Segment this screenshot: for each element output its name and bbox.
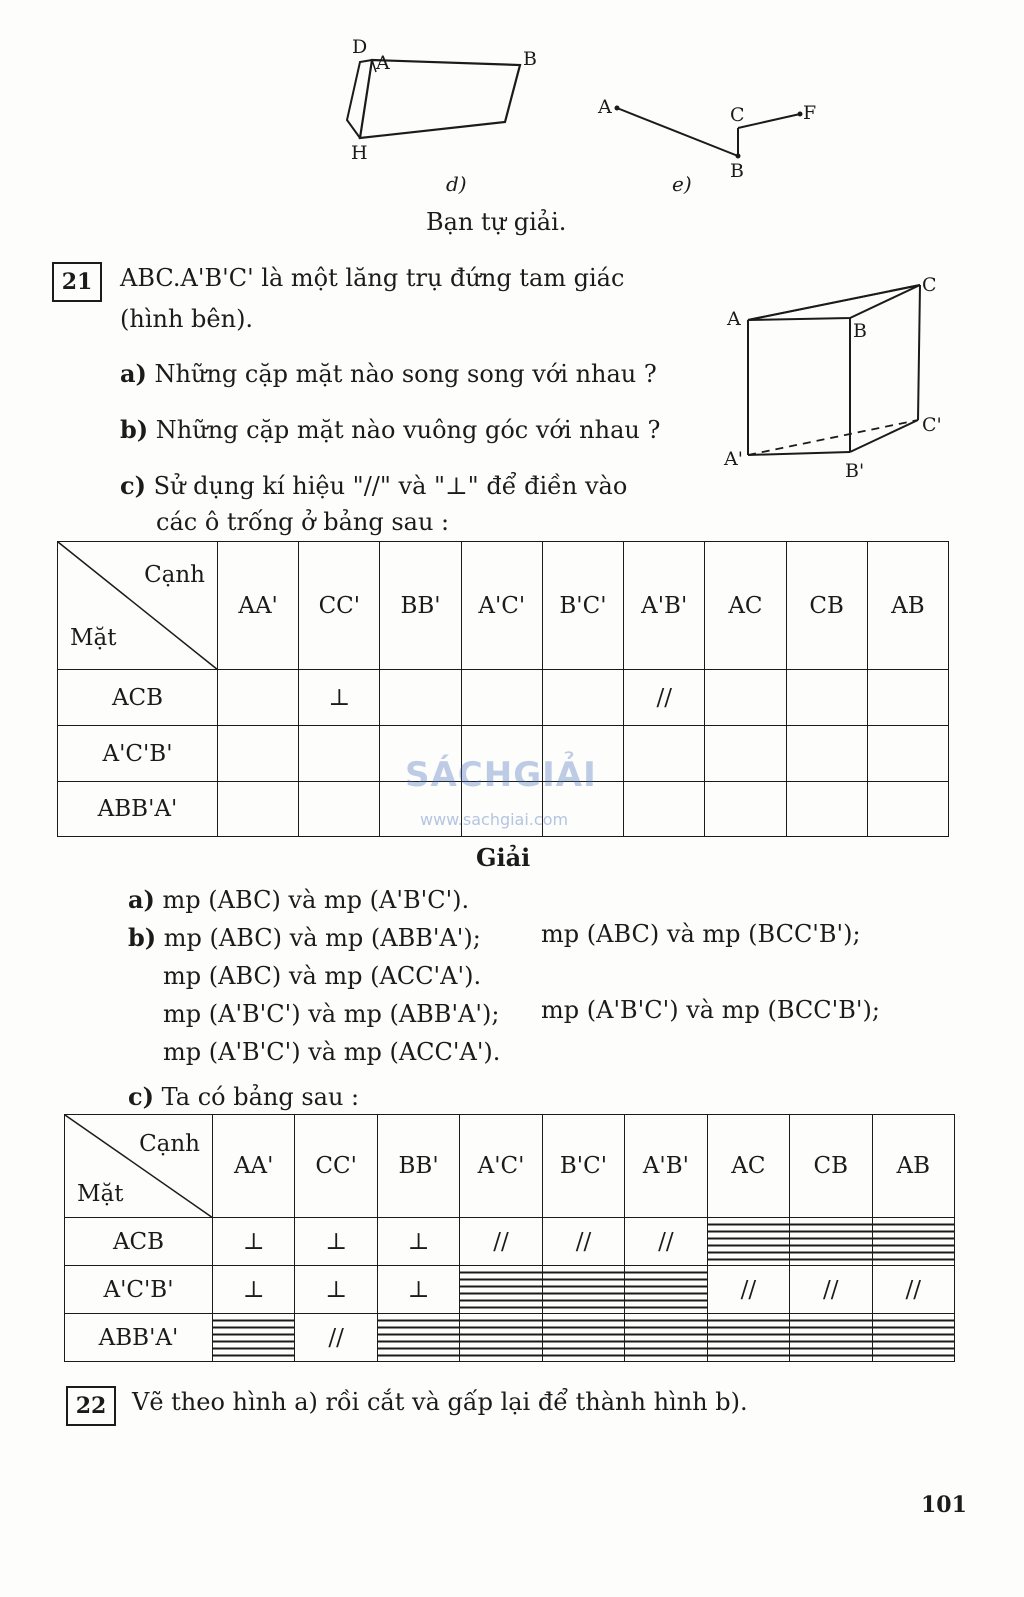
problem-21-b-label: b) — [120, 415, 149, 444]
table1-cell[interactable] — [705, 670, 786, 726]
table2-hatched-cell — [790, 1218, 872, 1266]
table2-col-header: BB' — [377, 1115, 459, 1218]
table2-col-header: A'B' — [625, 1115, 707, 1218]
solution-b-line1-right: mp (ABC) và mp (BCC'B'); — [541, 920, 861, 948]
solution-a — [128, 886, 469, 915]
table2-cell: ⊥ — [377, 1218, 459, 1266]
table1-cell[interactable] — [786, 670, 867, 726]
solution-b-line4: mp (A'B'C') và mp (ACC'A'). — [163, 1038, 501, 1066]
figure-e-label-F: F — [803, 102, 817, 124]
problem-21-b-text: Những cặp mặt nào vuông góc với nhau ? — [155, 416, 661, 444]
table1-cell[interactable] — [218, 670, 299, 726]
problem-21-c-label: c) — [120, 471, 146, 500]
prism-label-B: B — [853, 320, 867, 342]
solution-b-line1 — [128, 924, 481, 953]
table2-col-header: AB — [872, 1115, 955, 1218]
table1-cell[interactable] — [624, 726, 705, 782]
table1-cell[interactable]: ⊥ — [299, 670, 380, 726]
prism-label-A: A — [727, 308, 741, 330]
table2-hatched-cell — [707, 1218, 789, 1266]
self-solve-note: Bạn tự giải. — [426, 208, 567, 236]
table1-cell[interactable] — [299, 726, 380, 782]
prism-label-C: C — [922, 274, 937, 296]
table1-corner-cell — [58, 542, 218, 670]
table1-cell[interactable] — [218, 782, 299, 837]
solution-b-line3-right: mp (A'B'C') và mp (BCC'B'); — [541, 996, 880, 1024]
table2-cell: // — [295, 1314, 377, 1362]
table1-cell[interactable] — [218, 726, 299, 782]
problem-21-a-label: a) — [120, 359, 147, 388]
solution-c-text: Ta có bảng sau : — [161, 1083, 360, 1111]
watermark-url: www.sachgiai.com — [420, 810, 569, 829]
table2-cell: ⊥ — [213, 1266, 295, 1314]
table1-cell[interactable] — [380, 670, 461, 726]
figure-d-label-B: B — [523, 48, 537, 70]
solution-b-line3-left: mp (A'B'C') và mp (ABB'A'); — [163, 1000, 500, 1028]
prism-figure — [0, 0, 1024, 520]
table2-col-header: AC — [707, 1115, 789, 1218]
table1-cell[interactable] — [542, 670, 623, 726]
table1-cell[interactable] — [867, 782, 948, 837]
table2-col-header: A'C' — [460, 1115, 542, 1218]
solution-b-line1-left: mp (ABC) và mp (ABB'A'); — [163, 924, 481, 952]
table2-corner-cell — [65, 1115, 213, 1218]
table2-cell: ⊥ — [213, 1218, 295, 1266]
table2-cell: // — [872, 1266, 955, 1314]
table2-cell: ⊥ — [295, 1266, 377, 1314]
table1-cell[interactable] — [461, 670, 542, 726]
problem-21-number: 21 — [52, 262, 102, 302]
table2-hatched-cell — [625, 1314, 707, 1362]
table2-cell: ⊥ — [295, 1218, 377, 1266]
figure-e-caption: e) — [672, 172, 692, 196]
table1-cell[interactable] — [624, 782, 705, 837]
table1-cell[interactable] — [786, 726, 867, 782]
table1-row-face: ACB — [58, 670, 218, 726]
table1-col-header: AC — [705, 542, 786, 670]
table2-col-header: B'C' — [542, 1115, 624, 1218]
figure-d-label-H: H — [351, 142, 368, 164]
solution-a-text: mp (ABC) và mp (A'B'C'). — [162, 886, 470, 914]
problem-21-intro-line2: (hình bên). — [120, 305, 254, 333]
table2-col-header: CB — [790, 1115, 872, 1218]
table2-hatched-cell — [460, 1266, 542, 1314]
table2-hatched-cell — [460, 1314, 542, 1362]
answer-table — [64, 1114, 955, 1362]
table2-edge-label: Cạnh — [139, 1131, 200, 1157]
watermark-brand: SÁCHGIẢI — [405, 755, 597, 795]
solution-heading: Giải — [476, 843, 531, 872]
figure-e-label-C: C — [730, 104, 745, 126]
table2-cell: ⊥ — [377, 1266, 459, 1314]
table2-hatched-cell — [625, 1266, 707, 1314]
solution-c-label: c) — [128, 1082, 154, 1111]
table1-col-header: A'C' — [461, 542, 542, 670]
table2-col-header: AA' — [213, 1115, 295, 1218]
table2-cell: // — [625, 1218, 707, 1266]
figure-d-label-D: D — [352, 36, 368, 58]
figure-d-label-A: A — [376, 52, 390, 74]
table2-hatched-cell — [707, 1314, 789, 1362]
table1-cell[interactable] — [705, 782, 786, 837]
table2-hatched-cell — [213, 1314, 295, 1362]
table2-row-face: ACB — [65, 1218, 213, 1266]
problem-21-c-text-line1: Sử dụng kí hiệu "//" và "⊥" để điền vào — [153, 472, 628, 500]
table2-row-face: ABB'A' — [65, 1314, 213, 1362]
table2-row-face: A'C'B' — [65, 1266, 213, 1314]
problem-21-c-text-line2: các ô trống ở bảng sau : — [156, 508, 450, 536]
table1-col-header: BB' — [380, 542, 461, 670]
table2-hatched-cell — [377, 1314, 459, 1362]
table2-hatched-cell — [872, 1218, 955, 1266]
table1-cell[interactable] — [705, 726, 786, 782]
prism-label-B-prime: B' — [845, 460, 865, 482]
solution-c — [128, 1083, 359, 1112]
table2-cell: // — [790, 1266, 872, 1314]
table1-face-label: Mặt — [70, 625, 117, 651]
table2-hatched-cell — [790, 1314, 872, 1362]
table1-col-header: AB — [867, 542, 948, 670]
figure-e-label-B: B — [730, 160, 744, 182]
problem-22-text: Vẽ theo hình a) rồi cắt và gấp lại để thành hình b). — [132, 1388, 748, 1416]
table2-hatched-cell — [872, 1314, 955, 1362]
table1-col-header: CC' — [299, 542, 380, 670]
table2-face-label: Mặt — [77, 1181, 124, 1207]
table1-cell[interactable] — [299, 782, 380, 837]
figure-e-label-A: A — [598, 96, 612, 118]
figure-d-caption: d) — [446, 172, 467, 196]
table2-col-header: CC' — [295, 1115, 377, 1218]
problem-21-intro-line1: ABC.A'B'C' là một lăng trụ đứng tam giác — [120, 264, 625, 292]
table1-cell[interactable] — [867, 670, 948, 726]
problem-22-number: 22 — [66, 1386, 116, 1426]
prism-label-A-prime: A' — [724, 448, 743, 470]
table2-cell: // — [542, 1218, 624, 1266]
table1-edge-label: Cạnh — [144, 562, 205, 588]
table1-row-face: A'C'B' — [58, 726, 218, 782]
table1-col-header: A'B' — [624, 542, 705, 670]
table2-hatched-cell — [542, 1266, 624, 1314]
table1-row-face: ABB'A' — [58, 782, 218, 837]
problem-21-a-text: Những cặp mặt nào song song với nhau ? — [154, 360, 657, 388]
table1-col-header: B'C' — [542, 542, 623, 670]
prism-label-C-prime: C' — [922, 414, 942, 436]
solution-b-label: b) — [128, 923, 157, 952]
solution-b-line2: mp (ABC) và mp (ACC'A'). — [163, 962, 482, 990]
table1-col-header: CB — [786, 542, 867, 670]
page-number: 101 — [921, 1492, 967, 1518]
table2-hatched-cell — [542, 1314, 624, 1362]
table1-col-header: AA' — [218, 542, 299, 670]
table2-cell: // — [707, 1266, 789, 1314]
table1-cell[interactable]: // — [624, 670, 705, 726]
table2-cell: // — [460, 1218, 542, 1266]
table1-cell[interactable] — [867, 726, 948, 782]
solution-a-label: a) — [128, 885, 155, 914]
table1-cell[interactable] — [786, 782, 867, 837]
